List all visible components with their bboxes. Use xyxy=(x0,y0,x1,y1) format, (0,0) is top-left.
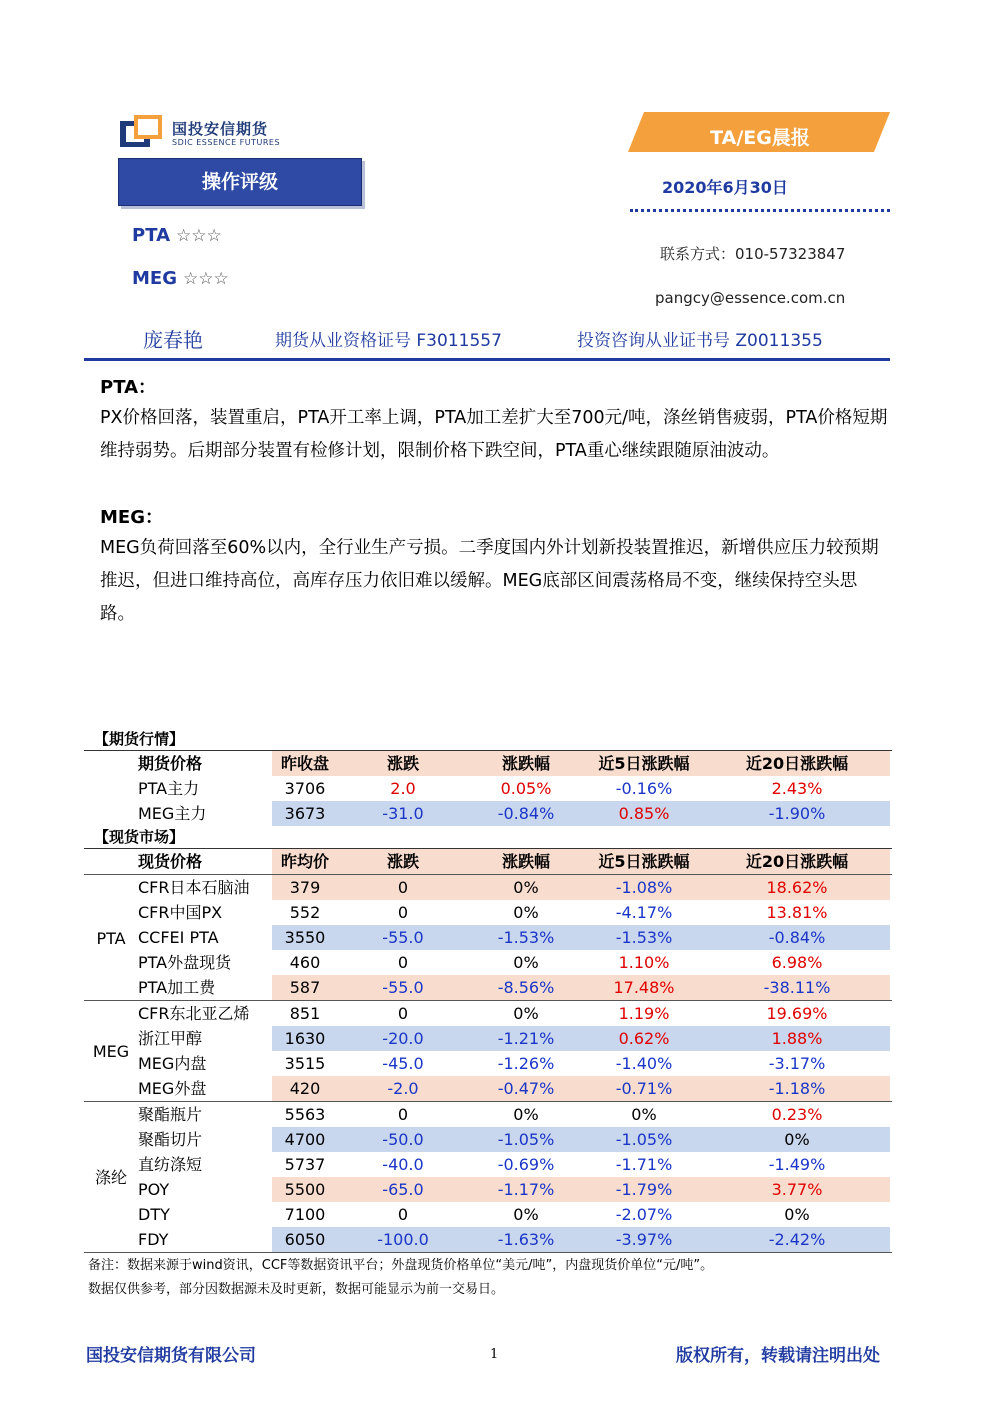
rating-stars: ☆☆☆ xyxy=(176,226,222,246)
spot-group xyxy=(84,1000,892,1101)
futures-cert: 期货从业资格证号 F3011557 xyxy=(275,331,502,351)
value-cell: -3.17% xyxy=(768,1054,826,1073)
table-row xyxy=(84,925,892,950)
table-row xyxy=(84,1051,892,1076)
header-cell: 近5日涨跌幅 xyxy=(584,849,704,874)
value-cell: 17.48% xyxy=(584,975,704,1000)
value-cell: 0.62% xyxy=(584,1026,704,1051)
item-name-cell: MEG外盘 xyxy=(138,1079,207,1098)
group-label: MEG xyxy=(92,1042,130,1061)
item-name-cell: MEG主力 xyxy=(138,804,207,823)
value-cell: -40.0 xyxy=(382,1155,424,1174)
value-cell: -50.0 xyxy=(338,1127,468,1152)
value-cell: 3515 xyxy=(284,1054,326,1073)
invest-cert: 投资咨询从业证书号 Z0011355 xyxy=(577,331,823,351)
value-cell: 2.0 xyxy=(390,779,416,798)
value-cell: 0% xyxy=(513,953,539,972)
value-cell: -0.84% xyxy=(468,801,584,826)
value-cell: 1.10% xyxy=(618,953,670,972)
value-cell: 0 xyxy=(338,875,468,900)
header-cell: 近20日涨跌幅 xyxy=(704,751,890,776)
value-cell: 420 xyxy=(272,1076,338,1101)
value-cell: -1.90% xyxy=(704,801,890,826)
spot-group xyxy=(84,874,892,1000)
value-cell: 0% xyxy=(631,1105,657,1124)
value-cell: 0 xyxy=(397,1004,409,1023)
table-row xyxy=(84,801,892,826)
header-cell: 近5日涨跌幅 xyxy=(584,751,704,776)
value-cell: -0.84% xyxy=(704,925,890,950)
meg-heading: MEG： xyxy=(100,507,163,528)
spot-group xyxy=(84,1101,892,1252)
value-cell: -1.17% xyxy=(468,1177,584,1202)
table-row xyxy=(84,875,892,900)
page-number: 1 xyxy=(490,1347,499,1362)
value-cell: 1.19% xyxy=(618,1004,670,1023)
contact-email: pangcy@essence.com.cn xyxy=(655,289,846,307)
value-cell: 1.88% xyxy=(704,1026,890,1051)
header-rule xyxy=(84,358,890,361)
header-cell: 昨均价 xyxy=(272,849,338,874)
rating-name: PTA xyxy=(132,225,171,246)
value-cell: 0% xyxy=(704,1127,890,1152)
value-cell: 0% xyxy=(513,1105,539,1124)
company-name-en: SDIC ESSENCE FUTURES xyxy=(172,138,281,147)
item-name-cell: 聚酯瓶片 xyxy=(138,1105,203,1124)
value-cell: 851 xyxy=(289,1004,321,1023)
table-row xyxy=(84,975,892,1000)
table-row xyxy=(84,1026,892,1051)
value-cell: 0.23% xyxy=(771,1105,823,1124)
group-label: 涤纶 xyxy=(94,1168,127,1187)
item-name-cell: FDY xyxy=(138,1230,169,1249)
item-name-cell: PTA外盘现货 xyxy=(138,953,232,972)
note-line: 备注：数据来源于wind资讯，CCF等数据资讯平台；外盘现货价格单位“美元/吨”，内盘现货价单位“元/吨”。 xyxy=(88,1258,714,1273)
table-row xyxy=(84,1127,892,1152)
pta-heading: PTA： xyxy=(100,377,157,398)
rating-name: MEG xyxy=(132,268,177,289)
header-cell: 涨跌 xyxy=(338,751,468,776)
table-header-row xyxy=(84,751,892,776)
value-cell: -1.08% xyxy=(584,875,704,900)
value-cell: 0% xyxy=(468,875,584,900)
value-cell: 1630 xyxy=(272,1026,338,1051)
table-row xyxy=(84,1001,892,1026)
company-logo-icon xyxy=(120,113,164,149)
value-cell: -8.56% xyxy=(468,975,584,1000)
value-cell: -0.47% xyxy=(468,1076,584,1101)
value-cell: 0% xyxy=(513,903,539,922)
value-cell: 6050 xyxy=(272,1227,338,1252)
value-cell: 2.43% xyxy=(771,779,823,798)
value-cell: -2.0 xyxy=(338,1076,468,1101)
item-name-cell: MEG内盘 xyxy=(138,1054,207,1073)
value-cell: -1.05% xyxy=(468,1127,584,1152)
value-cell: 0.05% xyxy=(500,779,552,798)
value-cell: 0 xyxy=(397,903,409,922)
table-row xyxy=(84,950,892,975)
data-notes xyxy=(88,1254,888,1302)
report-date: 2020年6月30日 xyxy=(662,178,788,197)
table-row xyxy=(84,1227,892,1252)
item-name-cell: PTA主力 xyxy=(138,779,200,798)
value-cell: -3.97% xyxy=(584,1227,704,1252)
value-cell: 3550 xyxy=(272,925,338,950)
value-cell: 3706 xyxy=(284,779,326,798)
value-cell: 3673 xyxy=(272,801,338,826)
value-cell: 6.98% xyxy=(771,953,823,972)
table-header-row xyxy=(84,849,892,874)
rating-title-box xyxy=(118,158,362,206)
table-row xyxy=(84,776,892,801)
value-cell: -2.07% xyxy=(615,1205,673,1224)
group-label: PTA xyxy=(96,928,126,948)
value-cell: -0.16% xyxy=(615,779,673,798)
value-cell: -65.0 xyxy=(338,1177,468,1202)
value-cell: 0.85% xyxy=(584,801,704,826)
contact-phone: 联系方式：010-57323847 xyxy=(660,245,846,263)
header-cell: 现货价格 xyxy=(138,852,203,871)
table-row xyxy=(84,1177,892,1202)
table-row xyxy=(84,900,892,925)
company-name: 国投安信期货 xyxy=(172,120,269,138)
header-cell: 昨收盘 xyxy=(272,751,338,776)
value-cell: -55.0 xyxy=(338,975,468,1000)
value-cell: -0.71% xyxy=(584,1076,704,1101)
author-name: 庞春艳 xyxy=(143,328,203,352)
item-name-cell: DTY xyxy=(138,1205,170,1224)
value-cell: 587 xyxy=(272,975,338,1000)
value-cell: 7100 xyxy=(284,1205,326,1224)
value-cell: 0% xyxy=(784,1205,810,1224)
value-cell: 19.69% xyxy=(766,1004,828,1023)
value-cell: -100.0 xyxy=(338,1227,468,1252)
value-cell: -1.79% xyxy=(584,1177,704,1202)
table-row xyxy=(84,1102,892,1127)
value-cell: 0% xyxy=(513,1004,539,1023)
note-line: 数据仅供参考，部分因数据源未及时更新，数据可能显示为前一交易日。 xyxy=(88,1282,505,1297)
value-cell: -1.53% xyxy=(468,925,584,950)
value-cell: -1.63% xyxy=(468,1227,584,1252)
item-name-cell: CCFEI PTA xyxy=(138,928,219,947)
market-table xyxy=(84,728,892,1253)
value-cell: 5500 xyxy=(272,1177,338,1202)
report-title: TA/EG晨报 xyxy=(710,127,810,149)
rating-stars: ☆☆☆ xyxy=(182,269,229,289)
header-cell: 涨跌 xyxy=(338,849,468,874)
value-cell: 0 xyxy=(397,953,409,972)
value-cell: 5737 xyxy=(284,1155,326,1174)
value-cell: 379 xyxy=(272,875,338,900)
value-cell: 4700 xyxy=(272,1127,338,1152)
value-cell: 18.62% xyxy=(704,875,890,900)
value-cell: -1.53% xyxy=(584,925,704,950)
value-cell: -38.11% xyxy=(704,975,890,1000)
value-cell: 0 xyxy=(397,1205,409,1224)
item-name-cell: PTA加工费 xyxy=(138,978,216,997)
header-cell: 期货价格 xyxy=(138,754,203,773)
value-cell: -45.0 xyxy=(382,1054,424,1073)
item-name-cell: 直纺涤短 xyxy=(138,1155,203,1174)
value-cell: 5563 xyxy=(284,1105,326,1124)
value-cell: -20.0 xyxy=(338,1026,468,1051)
value-cell: -31.0 xyxy=(338,801,468,826)
value-cell: -1.40% xyxy=(615,1054,673,1073)
futures-section-title: 【期货行情】 xyxy=(84,728,892,751)
dotted-divider xyxy=(630,209,890,212)
value-cell: -55.0 xyxy=(338,925,468,950)
header-cell: 涨跌幅 xyxy=(468,849,584,874)
value-cell: -1.71% xyxy=(615,1155,673,1174)
value-cell: -2.42% xyxy=(704,1227,890,1252)
item-name-cell: CFR中国PX xyxy=(138,903,223,922)
table-row xyxy=(84,1202,892,1227)
table-row xyxy=(84,1076,892,1101)
item-name-cell: POY xyxy=(138,1180,170,1199)
value-cell: -0.69% xyxy=(497,1155,555,1174)
rating-title: 操作评级 xyxy=(201,171,278,193)
spot-section-title: 【现货市场】 xyxy=(84,826,892,849)
value-cell: -1.26% xyxy=(497,1054,555,1073)
item-name-cell: CFR东北亚乙烯 xyxy=(138,1004,250,1023)
value-cell: 552 xyxy=(289,903,321,922)
item-name-cell: 浙江甲醇 xyxy=(138,1029,203,1048)
value-cell: -4.17% xyxy=(615,903,673,922)
footer-company: 国投安信期货有限公司 xyxy=(86,1346,256,1366)
item-name-cell: 聚酯切片 xyxy=(138,1130,203,1149)
value-cell: -1.05% xyxy=(584,1127,704,1152)
value-cell: -1.18% xyxy=(704,1076,890,1101)
value-cell: 0 xyxy=(397,1105,409,1124)
header-cell: 涨跌幅 xyxy=(468,751,584,776)
footer-copyright: 版权所有，转载请注明出处 xyxy=(676,1346,880,1366)
value-cell: 3.77% xyxy=(704,1177,890,1202)
value-cell: 0% xyxy=(513,1205,539,1224)
item-name-cell: CFR日本石脑油 xyxy=(138,878,250,897)
value-cell: 13.81% xyxy=(766,903,828,922)
value-cell: -1.49% xyxy=(768,1155,826,1174)
header-cell: 近20日涨跌幅 xyxy=(704,849,890,874)
meg-commentary: MEG负荷回落至60%以内，全行业生产亏损。二季度国内外计划新投装置推迟，新增供应压力较预期推迟，但进口维持高位，高库存压力依旧难以缓解。MEG底部区间震荡格局不变，继续保持空头思路。 xyxy=(100,538,879,624)
rating-meg xyxy=(132,268,229,289)
rating-pta xyxy=(132,225,222,246)
value-cell: 460 xyxy=(289,953,321,972)
pta-commentary: PX价格回落，装置重启，PTA开工率上调，PTA加工差扩大至700元/吨，涤丝销售疲弱，PTA价格短期维持弱势。后期部分装置有检修计划，限制价格下跌空间，PTA重心继续跟随原油波动。 xyxy=(100,408,888,461)
value-cell: -1.21% xyxy=(468,1026,584,1051)
table-bottom-rule xyxy=(84,1252,892,1253)
table-row xyxy=(84,1152,892,1177)
